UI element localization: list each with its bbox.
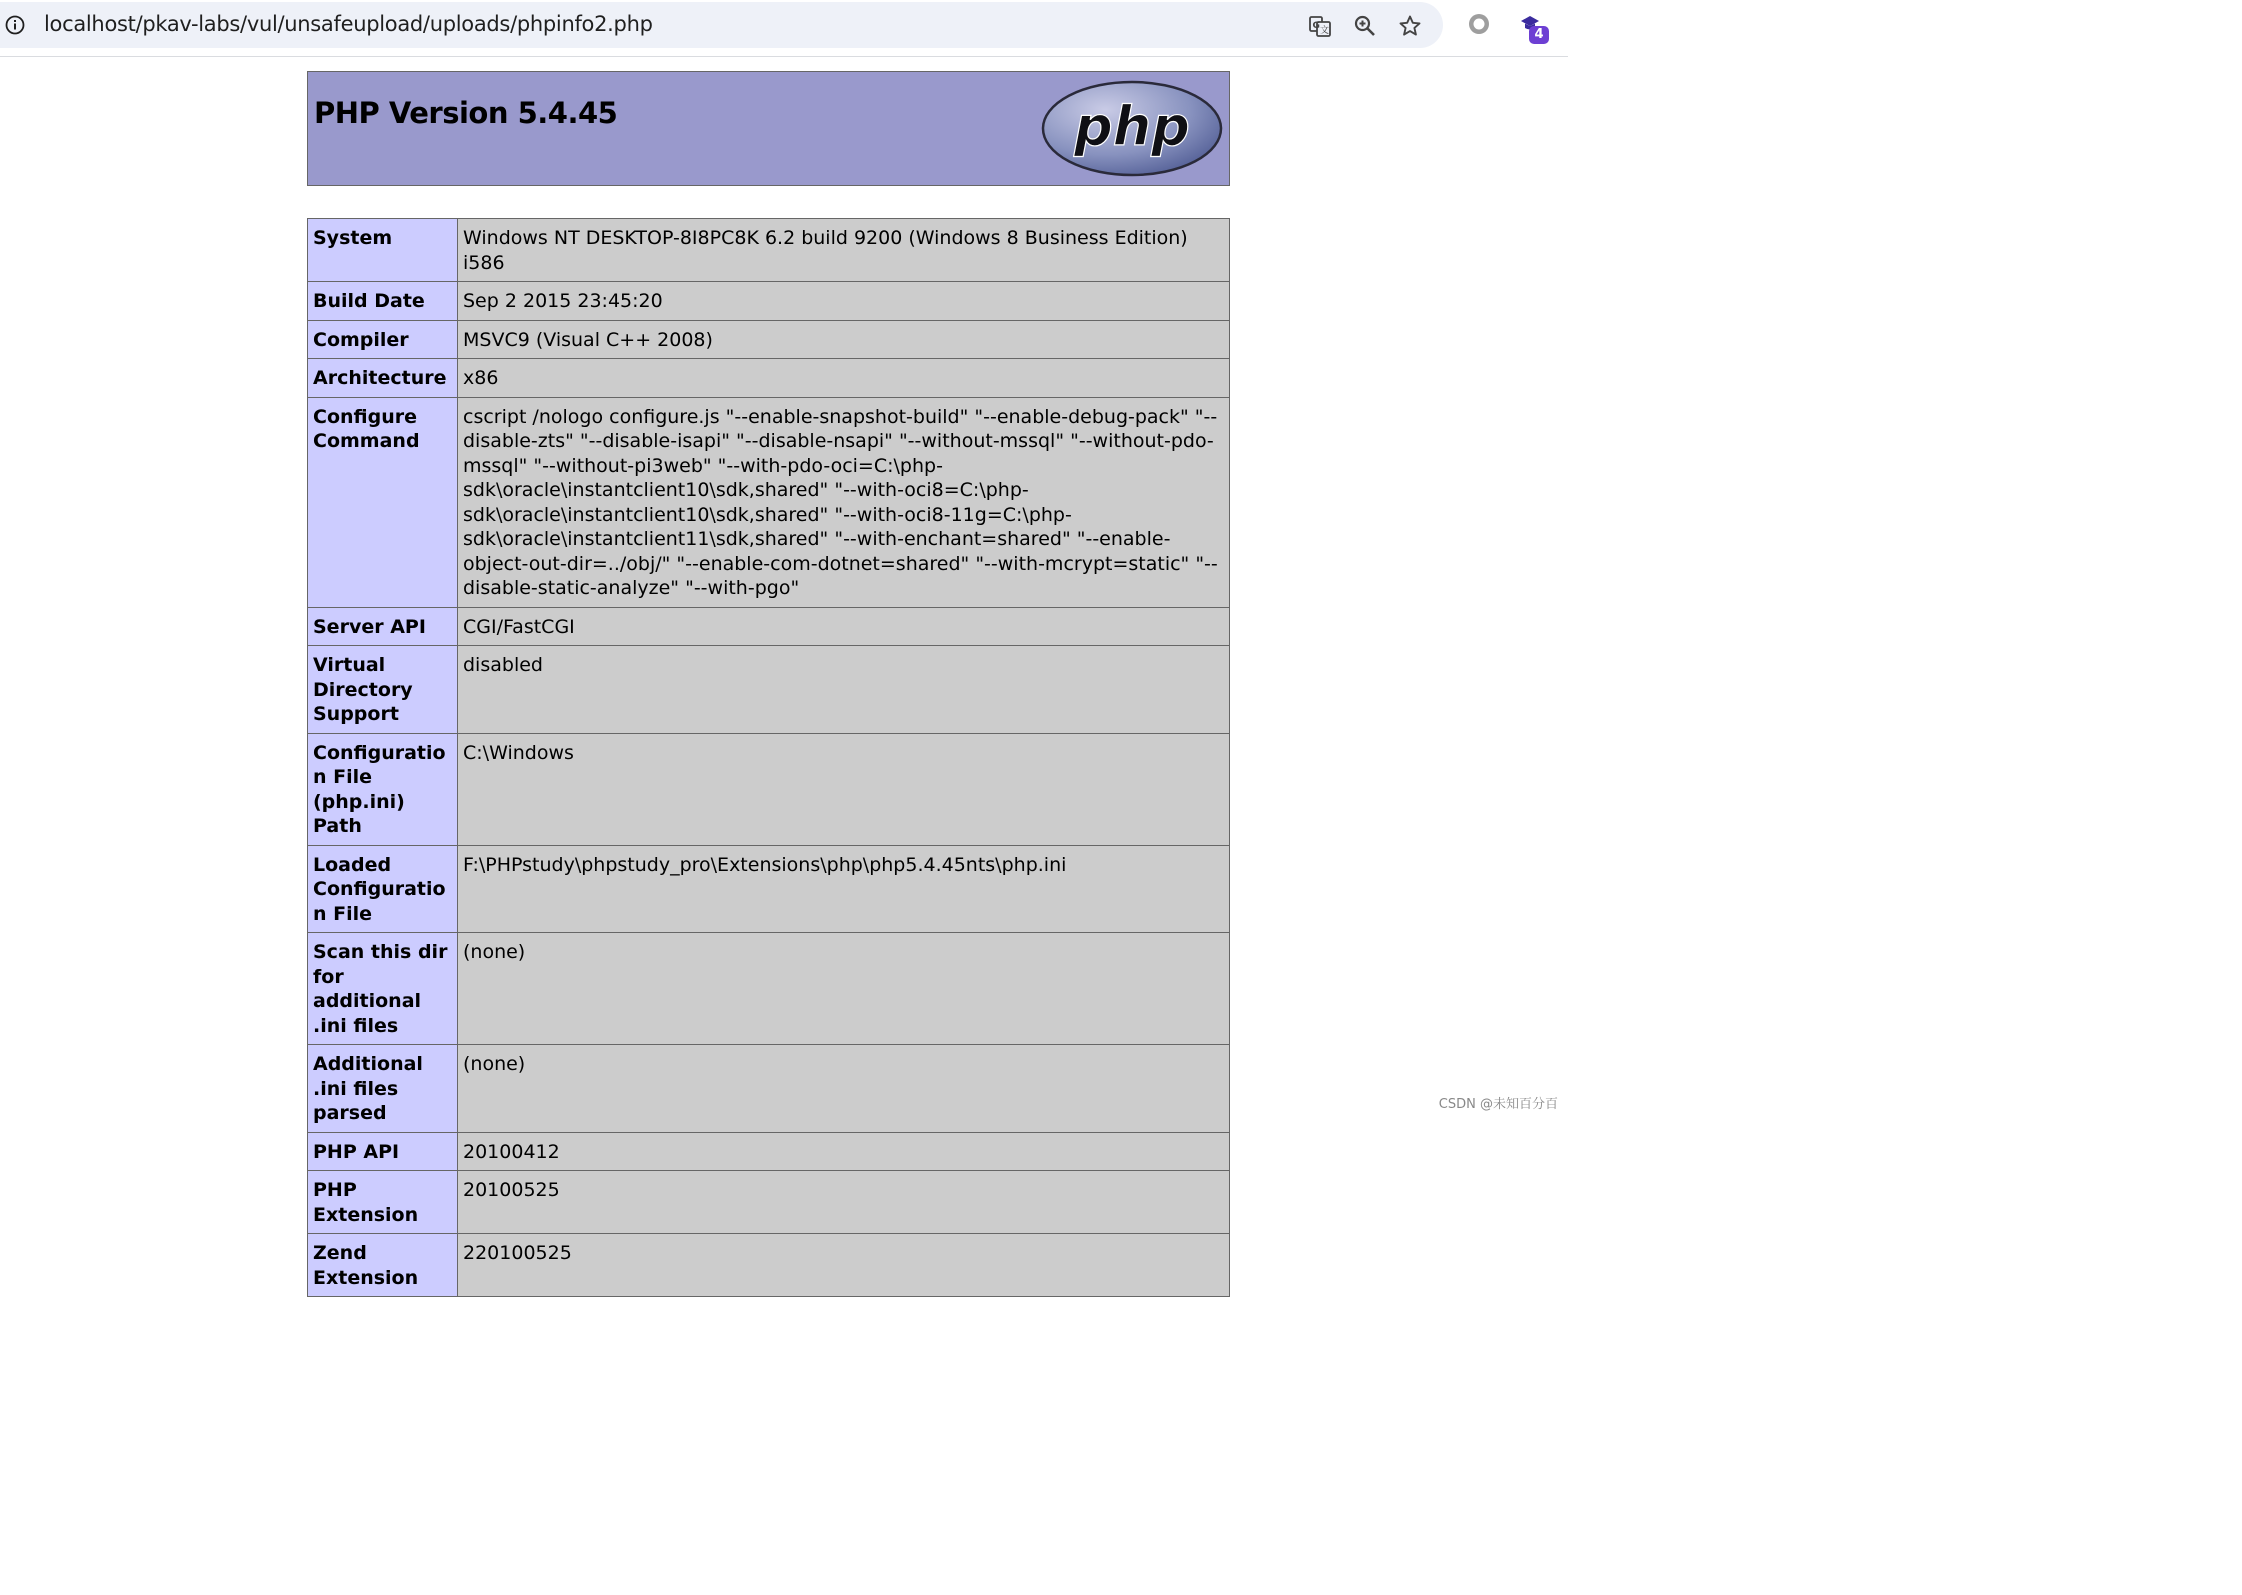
php-logo-text: php (1074, 95, 1190, 158)
page-title: PHP Version 5.4.45 (314, 96, 618, 130)
table-row (308, 1234, 1230, 1297)
row-key: Configuration File (php.ini) Path (308, 733, 458, 845)
table-row (308, 1132, 1230, 1171)
watermark: CSDN @未知百分百 (1438, 1097, 1558, 1112)
row-value: x86 (458, 359, 1230, 398)
row-value: 220100525 (458, 1234, 1230, 1297)
row-key: Server API (308, 607, 458, 646)
browser-toolbar (0, 0, 1568, 57)
row-value: Windows NT DESKTOP-8I8PC8K 6.2 build 9200 (Windows 8 Business Edition) i586 (458, 219, 1230, 282)
table-row (308, 845, 1230, 933)
row-value: cscript /nologo configure.js "--enable-snapshot-build" "--enable-debug-pack" "--disable-zts" "--disable-isapi" "--disable-nsapi" "--without-mssql" "--without-pdo-mssql" "--without-pi3web" "--with-pdo-oci=C:\php-sdk\oracle\instantclient10\sdk,shared" "--with-oci8=C:\php-sdk\oracle\instantclient10\sdk,shared" "--with-oci8-11g=C:\php-sdk\oracle\instantclient11\sdk,shared" "--with-enchant=shared" "--enable-object-out-dir=../obj/" "--enable-com-dotnet=shared" "--with-mcrypt=static" "--disable-static-analyze" "--with-pgo" (458, 397, 1230, 607)
php-logo[interactable] (1041, 80, 1223, 177)
table-row (308, 219, 1230, 282)
row-key: PHP Extension (308, 1171, 458, 1234)
svg-text:文: 文 (1320, 26, 1330, 36)
row-key: Build Date (308, 282, 458, 321)
php-info-table (307, 218, 1230, 1297)
row-key: Virtual Directory Support (308, 646, 458, 734)
table-row (308, 397, 1230, 607)
row-value: Sep 2 2015 23:45:20 (458, 282, 1230, 321)
table-row (308, 733, 1230, 845)
row-value: F:\PHPstudy\phpstudy_pro\Extensions\php\php5.4.45nts\php.ini (458, 845, 1230, 933)
table-row (308, 607, 1230, 646)
table-row (308, 1045, 1230, 1133)
translate-icon[interactable] (1308, 14, 1332, 38)
row-key: Compiler (308, 320, 458, 359)
row-key: System (308, 219, 458, 282)
table-row (308, 933, 1230, 1045)
table-row (308, 1171, 1230, 1234)
row-key: PHP API (308, 1132, 458, 1171)
row-value: C:\Windows (458, 733, 1230, 845)
row-value: (none) (458, 933, 1230, 1045)
table-row (308, 646, 1230, 734)
profile-circle-icon[interactable] (1467, 12, 1491, 36)
bookmark-star-icon[interactable] (1398, 14, 1422, 38)
row-value: (none) (458, 1045, 1230, 1133)
php-version-header (307, 71, 1230, 186)
row-value: CGI/FastCGI (458, 607, 1230, 646)
row-key: Zend Extension (308, 1234, 458, 1297)
url-text[interactable]: localhost/pkav-labs/vul/unsafeupload/uploads/phpinfo2.php (44, 12, 653, 36)
row-key: Loaded Configuration File (308, 845, 458, 933)
zoom-icon[interactable] (1353, 14, 1377, 38)
row-key: Configure Command (308, 397, 458, 607)
row-value: 20100412 (458, 1132, 1230, 1171)
table-row (308, 359, 1230, 398)
info-icon[interactable] (5, 15, 25, 35)
table-row (308, 282, 1230, 321)
table-row (308, 320, 1230, 359)
svg-text:G: G (1312, 21, 1320, 31)
row-key: Additional .ini files parsed (308, 1045, 458, 1133)
row-key: Scan this dir for additional .ini files (308, 933, 458, 1045)
row-value: 20100525 (458, 1171, 1230, 1234)
row-value: MSVC9 (Visual C++ 2008) (458, 320, 1230, 359)
address-bar[interactable] (0, 2, 1443, 48)
row-key: Architecture (308, 359, 458, 398)
row-value: disabled (458, 646, 1230, 734)
extension-badge: 4 (1529, 26, 1549, 44)
